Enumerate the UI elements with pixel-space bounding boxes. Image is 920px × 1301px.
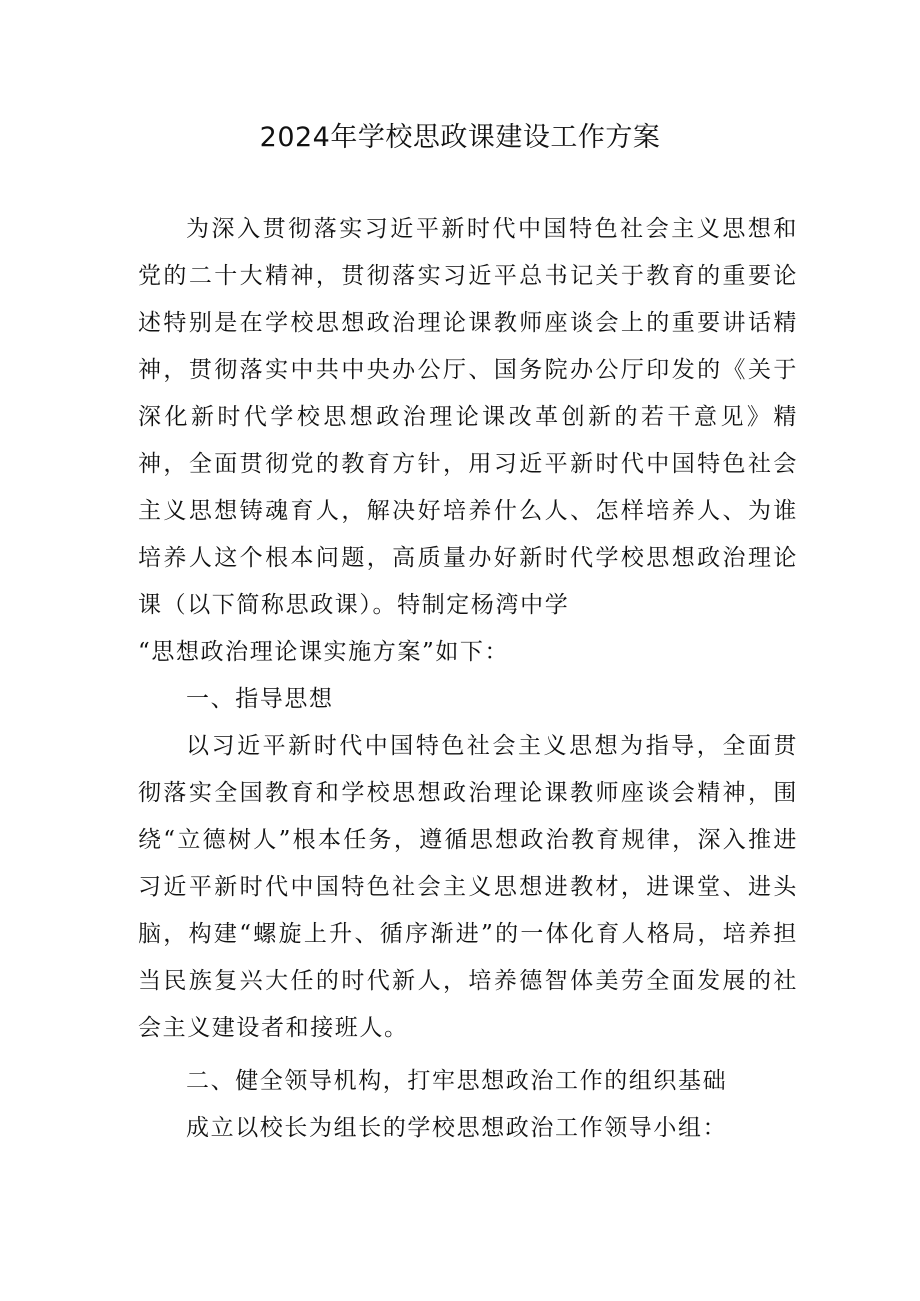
section-heading-1: 一、指导思想: [186, 686, 334, 712]
document-title: 2024年学校思政课建设工作方案: [259, 122, 661, 153]
intro-continuation: “思想政治理论课实施方案”如下：: [138, 639, 510, 665]
section-heading-2: 二、健全领导机构，打牢思想政治工作的组织基础: [186, 1068, 728, 1094]
guiding-ideology-paragraph: 以习近平新时代中国特色社会主义思想为指导，全面贯彻落实全国教育和学校思想政治理论课教师座谈会精神，围绕“立德树人”根本任务，遵循思想政治教育规律，深入推进习近平新时代中国特色社会主义思想进教材，进课堂、进头脑，构建“螺旋上升、循序渐进”的一体化育人格局，培养担当民族复兴大任的时代新人，培养德智体美劳全面发展的社会主义建设者和接班人。: [138, 733, 798, 1041]
document-body: [138, 206, 798, 1152]
leadership-paragraph: 成立以校长为组长的学校思想政治工作领导小组：: [186, 1115, 728, 1141]
intro-paragraph: 为深入贯彻落实习近平新时代中国特色社会主义思想和党的二十大精神，贯彻落实习近平总书记关于教育的重要论述特别是在学校思想政治理论课教师座谈会上的重要讲话精神，贯彻落实中共中央办公厅、国务院办公厅印发的《关于深化新时代学校思想政治理论课改革创新的若干意见》精神，全面贯彻党的教育方针，用习近平新时代中国特色社会主义思想铸魂育人，解决好培养什么人、怎样培养人、为谁培养人这个根本问题，高质量办好新时代学校思想政治理论课（以下简称思政课）。特制定杨湾中学: [138, 216, 798, 618]
